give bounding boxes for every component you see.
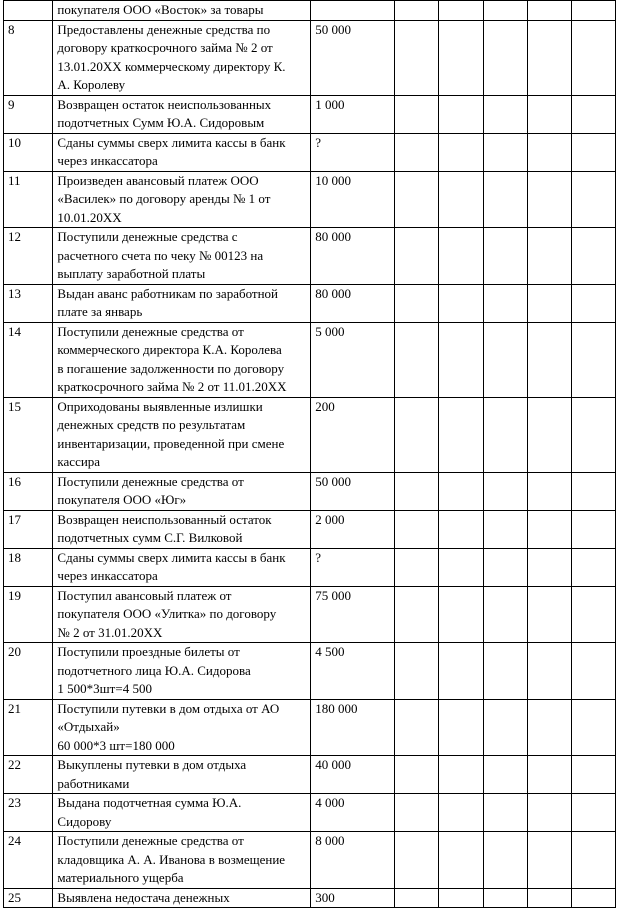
empty-cell bbox=[395, 832, 439, 889]
empty-cell bbox=[571, 20, 615, 95]
amount-cell: 1 000 bbox=[311, 95, 395, 133]
empty-cell bbox=[527, 548, 571, 586]
empty-cell bbox=[395, 284, 439, 322]
row-number-cell: 9 bbox=[4, 95, 53, 133]
empty-cell bbox=[439, 1, 484, 21]
operation-description-cell bbox=[53, 133, 311, 171]
operation-description-cell bbox=[53, 510, 311, 548]
operation-description-cell bbox=[53, 548, 311, 586]
row-number-cell: 15 bbox=[4, 397, 53, 472]
empty-cell bbox=[527, 228, 571, 285]
amount-cell: 300 bbox=[311, 888, 395, 908]
empty-cell bbox=[439, 510, 484, 548]
empty-cell bbox=[395, 548, 439, 586]
empty-cell bbox=[484, 510, 528, 548]
empty-cell bbox=[395, 699, 439, 756]
empty-cell bbox=[395, 586, 439, 643]
empty-cell bbox=[395, 1, 439, 21]
empty-cell bbox=[571, 586, 615, 643]
empty-cell bbox=[527, 794, 571, 832]
empty-cell bbox=[484, 756, 528, 794]
empty-cell bbox=[395, 472, 439, 510]
empty-cell bbox=[527, 888, 571, 908]
empty-cell bbox=[571, 510, 615, 548]
operation-description-cell bbox=[53, 643, 311, 700]
empty-cell bbox=[484, 548, 528, 586]
row-number-cell: 12 bbox=[4, 228, 53, 285]
empty-cell bbox=[571, 794, 615, 832]
operation-description-line: Выдан аванс работникам по заработной bbox=[57, 285, 278, 301]
empty-cell bbox=[527, 699, 571, 756]
empty-cell bbox=[527, 20, 571, 95]
empty-cell bbox=[527, 397, 571, 472]
operation-description-line: покупателя ООО «Улитка» по договору bbox=[57, 606, 277, 621]
operation-description-line: Произведен авансовый платеж ООО bbox=[57, 172, 259, 188]
table-row bbox=[4, 510, 616, 548]
empty-cell bbox=[527, 510, 571, 548]
operation-description-line: договору краткосрочного займа № 2 от bbox=[57, 40, 273, 55]
row-number-cell bbox=[4, 1, 53, 21]
operation-description-line: подотчетных Сумм Ю.А. Сидоровым bbox=[57, 115, 265, 130]
operation-description-line: Поступили проездные билеты от bbox=[57, 644, 240, 659]
operation-description-line: Поступили денежные средства от bbox=[57, 473, 244, 489]
empty-cell bbox=[527, 472, 571, 510]
operation-description-cell bbox=[53, 171, 311, 228]
empty-cell bbox=[571, 397, 615, 472]
operation-description-line: 60 000*3 шт=180 000 bbox=[57, 737, 175, 753]
empty-cell bbox=[439, 20, 484, 95]
operation-description-line: Предоставлены денежные средства по bbox=[57, 21, 271, 37]
empty-cell bbox=[484, 699, 528, 756]
amount-cell: 80 000 bbox=[311, 284, 395, 322]
empty-cell bbox=[439, 756, 484, 794]
operation-description-line: краткосрочного займа № 2 от 11.01.20ХХ bbox=[57, 379, 287, 394]
empty-cell bbox=[527, 133, 571, 171]
empty-cell bbox=[439, 228, 484, 285]
operation-description-line: через инкассатора bbox=[57, 568, 158, 583]
empty-cell bbox=[527, 832, 571, 889]
amount-cell: 4 000 bbox=[311, 794, 395, 832]
row-number-cell: 11 bbox=[4, 171, 53, 228]
empty-cell bbox=[571, 548, 615, 586]
operation-description-line: Поступили денежные средства от bbox=[57, 323, 244, 339]
row-number-cell: 16 bbox=[4, 472, 53, 510]
operation-description-line: № 2 от 31.01.20ХХ bbox=[57, 624, 163, 640]
operation-description-cell bbox=[53, 95, 311, 133]
amount-cell: 10 000 bbox=[311, 171, 395, 228]
row-number-cell: 21 bbox=[4, 699, 53, 756]
empty-cell bbox=[484, 832, 528, 889]
table-row bbox=[4, 95, 616, 133]
table-row bbox=[4, 794, 616, 832]
operation-description-cell bbox=[53, 228, 311, 285]
row-number-cell: 17 bbox=[4, 510, 53, 548]
operation-description-line: Выдана подотчетная сумма Ю.А. bbox=[57, 795, 242, 810]
operation-description-line: материального ущерба bbox=[57, 870, 184, 885]
empty-cell bbox=[395, 228, 439, 285]
amount-cell: 4 500 bbox=[311, 643, 395, 700]
operations-table-body bbox=[4, 1, 616, 908]
table-row bbox=[4, 586, 616, 643]
operation-description-line: коммерческого директора К.А. Королева bbox=[57, 342, 282, 357]
operation-description-line: Оприходованы выявленные излишки bbox=[57, 398, 263, 414]
empty-cell bbox=[484, 95, 528, 133]
empty-cell bbox=[395, 643, 439, 700]
operation-description-line: Сданы суммы сверх лимита кассы в банк bbox=[57, 549, 286, 565]
table-row bbox=[4, 322, 616, 397]
table-row bbox=[4, 832, 616, 889]
operation-description-cell bbox=[53, 20, 311, 95]
operation-description-cell bbox=[53, 832, 311, 889]
operation-description-line: через инкассатора bbox=[57, 153, 158, 168]
operation-description-line: Сидорову bbox=[57, 813, 112, 829]
empty-cell bbox=[527, 1, 571, 21]
empty-cell bbox=[395, 20, 439, 95]
amount-cell: 40 000 bbox=[311, 756, 395, 794]
empty-cell bbox=[439, 794, 484, 832]
empty-cell bbox=[395, 794, 439, 832]
empty-cell bbox=[527, 95, 571, 133]
empty-cell bbox=[527, 643, 571, 700]
operation-description-line: «Василек» по договору аренды № 1 от bbox=[57, 191, 271, 206]
empty-cell bbox=[439, 133, 484, 171]
operation-description-line: в погашение задолженности по договору bbox=[57, 360, 285, 376]
operation-description-cell bbox=[53, 756, 311, 794]
row-number-cell: 8 bbox=[4, 20, 53, 95]
empty-cell bbox=[439, 171, 484, 228]
empty-cell bbox=[571, 322, 615, 397]
amount-cell bbox=[311, 1, 395, 21]
amount-cell: 200 bbox=[311, 397, 395, 472]
operation-description-line: подотчетного лица Ю.А. Сидорова bbox=[57, 662, 251, 678]
row-number-cell: 18 bbox=[4, 548, 53, 586]
operation-description-line: кладовщика А. А. Иванова в возмещение bbox=[57, 851, 286, 867]
row-number-cell: 19 bbox=[4, 586, 53, 643]
amount-cell: 2 000 bbox=[311, 510, 395, 548]
table-row bbox=[4, 643, 616, 700]
empty-cell bbox=[395, 133, 439, 171]
empty-cell bbox=[439, 95, 484, 133]
empty-cell bbox=[439, 699, 484, 756]
empty-cell bbox=[484, 397, 528, 472]
empty-cell bbox=[571, 171, 615, 228]
operation-description-line: расчетного счета по чеку № 00123 на bbox=[57, 247, 264, 263]
row-number-cell: 24 bbox=[4, 832, 53, 889]
empty-cell bbox=[484, 133, 528, 171]
empty-cell bbox=[484, 643, 528, 700]
row-number-cell: 10 bbox=[4, 133, 53, 171]
empty-cell bbox=[484, 284, 528, 322]
amount-cell: 180 000 bbox=[311, 699, 395, 756]
empty-cell bbox=[439, 322, 484, 397]
empty-cell bbox=[571, 472, 615, 510]
empty-cell bbox=[439, 586, 484, 643]
empty-cell bbox=[439, 284, 484, 322]
empty-cell bbox=[571, 756, 615, 794]
operation-description-cell bbox=[53, 472, 311, 510]
operation-description-cell bbox=[53, 284, 311, 322]
empty-cell bbox=[484, 586, 528, 643]
empty-cell bbox=[484, 322, 528, 397]
operation-description-line: Возвращен неиспользованный остаток bbox=[57, 511, 272, 527]
row-number-cell: 23 bbox=[4, 794, 53, 832]
operation-description-line: работниками bbox=[57, 775, 130, 791]
empty-cell bbox=[484, 228, 528, 285]
amount-cell: 50 000 bbox=[311, 20, 395, 95]
empty-cell bbox=[571, 133, 615, 171]
row-number-cell: 22 bbox=[4, 756, 53, 794]
operation-description-line: Поступили денежные средства от bbox=[57, 833, 244, 848]
row-number-cell: 13 bbox=[4, 284, 53, 322]
operation-description-cell bbox=[53, 888, 311, 908]
empty-cell bbox=[439, 397, 484, 472]
operation-description-line: 13.01.20ХХ коммерческому директору К. bbox=[57, 58, 286, 74]
empty-cell bbox=[395, 510, 439, 548]
table-row bbox=[4, 133, 616, 171]
operation-description-line: подотчетных сумм С.Г. Вилковой bbox=[57, 530, 243, 545]
operation-description-cell bbox=[53, 794, 311, 832]
empty-cell bbox=[439, 643, 484, 700]
empty-cell bbox=[571, 699, 615, 756]
operation-description-line: плате за январь bbox=[57, 304, 143, 319]
operation-description-line: покупателя ООО «Юг» bbox=[57, 492, 187, 507]
row-number-cell: 25 bbox=[4, 888, 53, 908]
empty-cell bbox=[395, 888, 439, 908]
empty-cell bbox=[484, 20, 528, 95]
table-row bbox=[4, 699, 616, 756]
operation-description-line: покупателя ООО «Восток» за товары bbox=[57, 2, 264, 17]
operation-description-line: Поступил авансовый платеж от bbox=[57, 587, 232, 603]
operation-description-line: «Отдыхай» bbox=[57, 719, 120, 734]
amount-cell: ? bbox=[311, 133, 395, 171]
operation-description-line: Сданы суммы сверх лимита кассы в банк bbox=[57, 134, 286, 150]
operation-description-cell bbox=[53, 699, 311, 756]
empty-cell bbox=[571, 888, 615, 908]
table-row bbox=[4, 888, 616, 908]
empty-cell bbox=[571, 832, 615, 889]
table-row bbox=[4, 20, 616, 95]
table-row bbox=[4, 284, 616, 322]
operation-description-line: денежных средств по результатам bbox=[57, 417, 246, 432]
empty-cell bbox=[439, 832, 484, 889]
amount-cell: ? bbox=[311, 548, 395, 586]
empty-cell bbox=[439, 548, 484, 586]
table-row bbox=[4, 171, 616, 228]
empty-cell bbox=[571, 1, 615, 21]
empty-cell bbox=[484, 1, 528, 21]
operation-description-line: Выявлена недостача денежных bbox=[57, 889, 230, 905]
operation-description-cell bbox=[53, 322, 311, 397]
empty-cell bbox=[395, 171, 439, 228]
operation-description-line: Выкуплены путевки в дом отдыха bbox=[57, 757, 247, 772]
table-row bbox=[4, 228, 616, 285]
operation-description-cell bbox=[53, 1, 311, 21]
row-number-cell: 14 bbox=[4, 322, 53, 397]
empty-cell bbox=[395, 397, 439, 472]
empty-cell bbox=[439, 472, 484, 510]
operation-description-line: 10.01.20ХХ bbox=[57, 209, 122, 225]
operation-description-line: 1 500*3шт=4 500 bbox=[57, 681, 152, 696]
operation-description-line: А. Королеву bbox=[57, 77, 126, 92]
empty-cell bbox=[395, 95, 439, 133]
amount-cell: 5 000 bbox=[311, 322, 395, 397]
operations-table bbox=[3, 0, 616, 908]
empty-cell bbox=[484, 171, 528, 228]
empty-cell bbox=[484, 472, 528, 510]
amount-cell: 8 000 bbox=[311, 832, 395, 889]
empty-cell bbox=[527, 171, 571, 228]
empty-cell bbox=[395, 756, 439, 794]
operation-description-line: выплату заработной платы bbox=[57, 266, 206, 281]
empty-cell bbox=[527, 284, 571, 322]
empty-cell bbox=[395, 322, 439, 397]
empty-cell bbox=[571, 284, 615, 322]
empty-cell bbox=[571, 228, 615, 285]
empty-cell bbox=[439, 888, 484, 908]
table-row bbox=[4, 397, 616, 472]
amount-cell: 80 000 bbox=[311, 228, 395, 285]
empty-cell bbox=[484, 888, 528, 908]
operation-description-line: Возвращен остаток неиспользованных bbox=[57, 96, 272, 112]
operation-description-cell bbox=[53, 586, 311, 643]
table-row bbox=[4, 756, 616, 794]
operation-description-line: инвентаризации, проведенной при смене bbox=[57, 435, 285, 451]
amount-cell: 75 000 bbox=[311, 586, 395, 643]
empty-cell bbox=[571, 95, 615, 133]
empty-cell bbox=[527, 756, 571, 794]
table-row bbox=[4, 1, 616, 21]
empty-cell bbox=[527, 586, 571, 643]
table-row bbox=[4, 472, 616, 510]
operation-description-line: Поступили путевки в дом отдыха от АО bbox=[57, 700, 280, 716]
amount-cell: 50 000 bbox=[311, 472, 395, 510]
operation-description-line: кассира bbox=[57, 454, 101, 469]
row-number-cell: 20 bbox=[4, 643, 53, 700]
operation-description-line: Поступили денежные средства с bbox=[57, 229, 238, 244]
operation-description-cell bbox=[53, 397, 311, 472]
empty-cell bbox=[484, 794, 528, 832]
empty-cell bbox=[571, 643, 615, 700]
empty-cell bbox=[527, 322, 571, 397]
table-row bbox=[4, 548, 616, 586]
